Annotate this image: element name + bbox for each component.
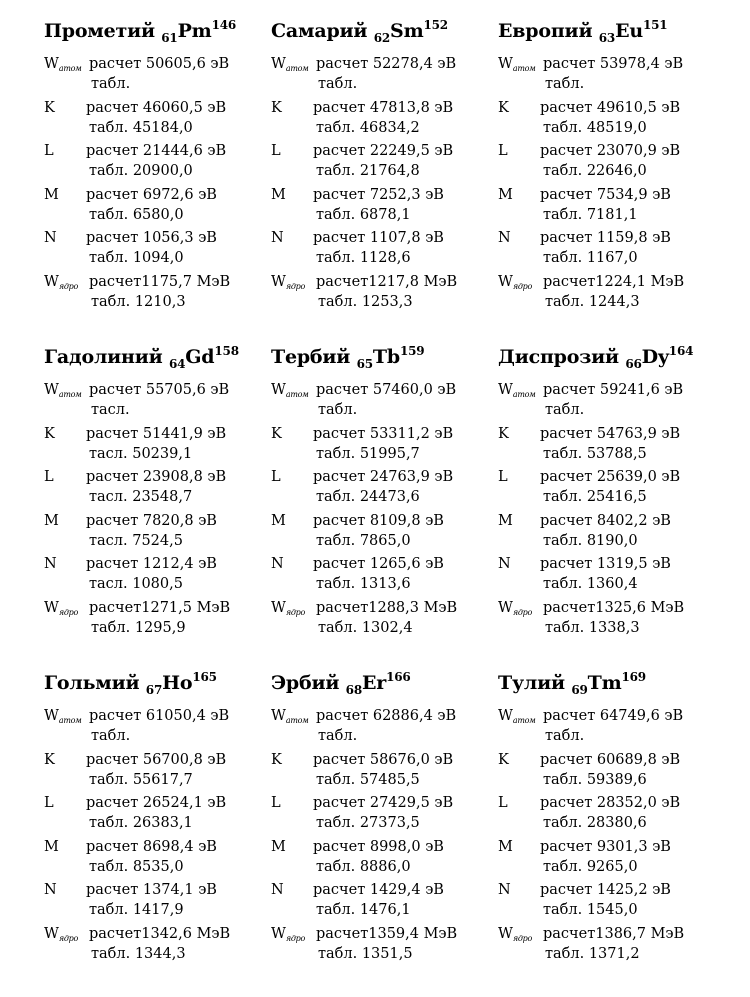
element-name: Прометий (44, 20, 162, 42)
k-shell-row (44, 750, 272, 794)
w-atom-row (271, 706, 499, 750)
row-label-subscript: ядро (512, 281, 533, 291)
table-value: табл. 1371,2 (545, 945, 640, 962)
row-label: N (498, 882, 511, 898)
element-block (44, 666, 272, 967)
calc-value: расчет 56700,8 эВ (86, 751, 227, 768)
element-block (44, 340, 272, 641)
element-symbol: Ho (162, 672, 193, 694)
row-label: K (498, 99, 509, 116)
calc-value: расчет 8109,8 эВ (313, 512, 444, 529)
calc-value: расчет 7534,9 эВ (540, 186, 671, 203)
table-value: табл. (318, 728, 358, 744)
calc-value: расчет 23070,9 эВ (540, 143, 681, 159)
w-atom-row (271, 380, 499, 424)
table-value: табл. 1360,4 (543, 576, 638, 592)
row-label-subscript: ядро (285, 281, 306, 291)
calc-value: расчет 1056,3 эВ (86, 230, 217, 246)
calc-value: расчет 1425,2 эВ (540, 882, 671, 898)
calc-value: расчет 58676,0 эВ (313, 751, 454, 768)
mass-number: 164 (668, 344, 694, 358)
element-block (271, 340, 499, 641)
mass-number: 152 (423, 18, 448, 32)
mass-number: 151 (642, 18, 668, 32)
calc-value: расчет 1212,4 эВ (86, 556, 217, 572)
mass-number: 146 (211, 18, 237, 32)
m-shell-row (271, 185, 499, 229)
atomic-number: 61 (161, 31, 178, 45)
mass-number: 169 (621, 670, 646, 684)
k-shell-row (44, 424, 272, 468)
row-label: N (44, 230, 57, 246)
element-symbol: Dy (641, 346, 669, 368)
k-shell-row (271, 424, 499, 468)
calc-value: расчет 7252,3 эВ (313, 186, 444, 203)
atomic-number: 63 (598, 31, 616, 45)
row-label: L (498, 143, 508, 159)
w-core-row (271, 598, 499, 642)
calc-value: расчет 49610,5 эВ (540, 99, 681, 116)
row-label: $W_{атом}$ (498, 56, 536, 73)
row-label: K (44, 99, 55, 116)
element-symbol: Gd (185, 346, 215, 368)
calc-value: расчет1175,7 МэВ (89, 273, 231, 290)
element-block (271, 14, 499, 315)
table-value: табл. 1094,0 (89, 250, 184, 266)
n-shell-row (44, 880, 272, 924)
row-label: L (498, 795, 508, 811)
calc-value: расчет 28352,0 эВ (540, 795, 681, 811)
w-atom-row (498, 706, 726, 750)
row-label-subscript: атом (58, 64, 82, 73)
k-shell-row (271, 98, 499, 142)
mass-number: 165 (192, 670, 217, 684)
w-atom-row (44, 54, 272, 98)
calc-value: расчет1224,1 МэВ (543, 273, 685, 290)
calc-value: расчет 55705,6 эВ (89, 382, 230, 398)
w-core-row (498, 272, 726, 316)
table-value: тасл. (91, 402, 130, 418)
table-value: табл. 51995,7 (316, 445, 420, 462)
w-core-row (271, 272, 499, 316)
row-label: M (498, 186, 513, 203)
table-value: тасл. 23548,7 (89, 489, 193, 505)
element-symbol: Pm (177, 20, 212, 42)
row-label-subscript: атом (285, 390, 309, 399)
w-atom-row (44, 706, 272, 750)
table-value: табл. 46834,2 (316, 119, 420, 136)
row-label: M (44, 186, 59, 203)
l-shell-row (271, 793, 499, 837)
row-label: N (271, 882, 284, 898)
element-block (498, 14, 726, 315)
w-core-row (498, 924, 726, 968)
table-value: табл. 8190,0 (543, 532, 638, 549)
table-value: табл. 7865,0 (316, 532, 411, 549)
calc-value: расчет 23908,8 эВ (86, 469, 227, 485)
m-shell-row (271, 511, 499, 555)
n-shell-row (271, 228, 499, 272)
m-shell-row (498, 837, 726, 881)
mass-number: 166 (386, 670, 411, 684)
calc-value: расчет 54763,9 эВ (540, 425, 681, 442)
w-core-row (44, 272, 272, 316)
calc-value: расчет 1374,1 эВ (86, 882, 217, 898)
calc-value: расчет1325,6 МэВ (543, 599, 685, 616)
m-shell-row (498, 185, 726, 229)
table-value: табл. 1210,3 (91, 293, 186, 310)
element-name: Тербий (271, 346, 357, 368)
atomic-number: 62 (373, 31, 391, 45)
row-label-subscript: ядро (512, 607, 533, 617)
table-value: табл. 53788,5 (543, 445, 647, 462)
atomic-number: 69 (571, 683, 588, 697)
element-name: Гадолиний (44, 346, 169, 368)
row-label: $W_{атом}$ (44, 708, 82, 725)
row-label: M (498, 512, 513, 529)
calc-value: расчет 8698,4 эВ (86, 838, 217, 855)
calc-value: расчет 25639,0 эВ (540, 469, 681, 485)
table-value: табл. 22646,0 (543, 163, 647, 179)
element-block (271, 666, 499, 967)
l-shell-row (44, 141, 272, 185)
w-atom-row (498, 380, 726, 424)
calc-value: расчет 46060,5 эВ (86, 99, 227, 116)
table-value: табл. 8535,0 (89, 858, 184, 875)
table-value: табл. 1476,1 (316, 902, 411, 918)
row-label: $W_{атом}$ (498, 708, 536, 725)
table-value: табл. 1244,3 (545, 293, 640, 310)
calc-value: расчет 7820,8 эВ (86, 512, 217, 529)
row-label: $W_{ядро}$ (44, 599, 79, 617)
row-label: K (44, 751, 55, 768)
table-value: тасл. 7524,5 (89, 532, 183, 549)
row-label-subscript: атом (512, 390, 536, 399)
calc-value: расчет1359,4 МэВ (316, 925, 458, 942)
table-value: табл. 8886,0 (316, 858, 411, 875)
element-name: Эрбий (271, 672, 346, 694)
element-block (498, 666, 726, 967)
l-shell-row (271, 141, 499, 185)
table-value: табл. 1128,6 (316, 250, 411, 266)
row-label-subscript: ядро (512, 933, 533, 943)
row-label: $W_{ядро}$ (271, 599, 306, 617)
element-symbol: Sm (390, 20, 424, 42)
l-shell-row (498, 141, 726, 185)
element-title (44, 666, 272, 706)
row-label: $W_{атом}$ (271, 56, 309, 73)
mass-number: 158 (214, 344, 239, 358)
n-shell-row (498, 554, 726, 598)
k-shell-row (44, 98, 272, 142)
calc-value: расчет 53978,4 эВ (543, 56, 684, 72)
atomic-number: 68 (345, 683, 362, 697)
table-value: табл. 1351,5 (318, 945, 413, 962)
element-title (271, 340, 499, 380)
row-label: K (271, 99, 282, 116)
l-shell-row (498, 793, 726, 837)
calc-value: расчет 26524,1 эВ (86, 795, 227, 811)
table-value: табл. 7181,1 (543, 206, 638, 223)
table-value: табл. 59389,6 (543, 771, 647, 788)
element-symbol: Er (361, 672, 387, 694)
k-shell-row (498, 424, 726, 468)
row-label: $W_{атом}$ (44, 382, 82, 399)
row-label: $W_{ядро}$ (498, 273, 533, 291)
element-name: Европий (498, 20, 599, 42)
m-shell-row (498, 511, 726, 555)
calc-value: расчет 60689,8 эВ (540, 751, 681, 768)
row-label: K (498, 425, 509, 442)
table-value: табл. (545, 76, 585, 92)
calc-value: расчет1386,7 МэВ (543, 925, 685, 942)
table-value: табл. 48519,0 (543, 119, 647, 136)
row-label-subscript: атом (58, 716, 82, 725)
element-title (498, 340, 726, 380)
m-shell-row (44, 837, 272, 881)
row-label-subscript: атом (285, 716, 309, 725)
row-label: M (271, 838, 286, 855)
table-value: табл. 1313,6 (316, 576, 411, 592)
table-value: табл. 21764,8 (316, 163, 420, 179)
row-label: N (44, 882, 57, 898)
calc-value: расчет 64749,6 эВ (543, 708, 684, 724)
table-value: табл. 1167,0 (543, 250, 638, 266)
calc-value: расчет1288,3 МэВ (316, 599, 458, 616)
k-shell-row (498, 98, 726, 142)
w-core-row (44, 924, 272, 968)
row-label: $W_{ядро}$ (44, 925, 79, 943)
table-value: тасл. 1080,5 (89, 576, 183, 592)
m-shell-row (44, 511, 272, 555)
element-title (498, 666, 726, 706)
row-label-subscript: ядро (285, 933, 306, 943)
atomic-number: 64 (168, 357, 186, 371)
element-symbol: Eu (615, 20, 643, 42)
element-symbol: Tb (372, 346, 400, 368)
calc-value: расчет 22249,5 эВ (313, 143, 454, 159)
calc-value: расчет 6972,6 эВ (86, 186, 217, 203)
calc-value: расчет 62886,4 эВ (316, 708, 457, 724)
k-shell-row (498, 750, 726, 794)
n-shell-row (271, 880, 499, 924)
row-label: M (44, 512, 59, 529)
calc-value: расчет 9301,3 эВ (540, 838, 671, 855)
row-label: K (271, 751, 282, 768)
element-title (271, 14, 499, 54)
row-label: M (271, 512, 286, 529)
table-value: тасл. 50239,1 (89, 445, 193, 462)
n-shell-row (44, 228, 272, 272)
row-label-subscript: атом (512, 64, 536, 73)
table-value: табл. 45184,0 (89, 119, 193, 136)
row-label: N (44, 556, 57, 572)
calc-value: расчет 51441,9 эВ (86, 425, 227, 442)
calc-value: расчет 1159,8 эВ (540, 230, 671, 246)
w-atom-row (44, 380, 272, 424)
table-value: табл. (318, 76, 358, 92)
table-value: табл. (545, 402, 585, 418)
calc-value: расчет1342,6 МэВ (89, 925, 231, 942)
calc-value: расчет 52278,4 эВ (316, 56, 457, 72)
k-shell-row (271, 750, 499, 794)
table-value: табл. 1417,9 (89, 902, 184, 918)
element-block (498, 340, 726, 641)
m-shell-row (271, 837, 499, 881)
element-title (271, 666, 499, 706)
row-label: $W_{ядро}$ (498, 925, 533, 943)
row-label-subscript: ядро (58, 281, 79, 291)
calc-value: расчет1271,5 МэВ (89, 599, 231, 616)
row-label-subscript: ядро (285, 607, 306, 617)
n-shell-row (44, 554, 272, 598)
calc-value: расчет 1319,5 эВ (540, 556, 671, 572)
atomic-number: 67 (145, 683, 163, 697)
table-value: табл. 20900,0 (89, 163, 193, 179)
row-label: M (44, 838, 59, 855)
w-atom-row (271, 54, 499, 98)
w-core-row (498, 598, 726, 642)
atomic-number: 66 (625, 357, 642, 371)
table-value: табл. 1253,3 (318, 293, 413, 310)
table-value: табл. 6580,0 (89, 206, 184, 223)
table-value: табл. (91, 76, 131, 92)
element-name: Тулий (498, 672, 572, 694)
row-label: $W_{ядро}$ (498, 599, 533, 617)
element-block (44, 14, 272, 315)
table-value: табл. 28380,6 (543, 815, 647, 831)
table-value: табл. 25416,5 (543, 489, 647, 505)
table-value: табл. (545, 728, 585, 744)
row-label: L (271, 143, 281, 159)
l-shell-row (44, 467, 272, 511)
calc-value: расчет 8402,2 эВ (540, 512, 671, 529)
calc-value: расчет 47813,8 эВ (313, 99, 454, 116)
row-label: L (44, 795, 54, 811)
element-name: Диспрозий (498, 346, 626, 368)
row-label-subscript: атом (285, 64, 309, 73)
w-atom-row (498, 54, 726, 98)
table-value: табл. (318, 402, 358, 418)
calc-value: расчет 27429,5 эВ (313, 795, 454, 811)
row-label: N (498, 230, 511, 246)
table-value: табл. 1295,9 (91, 619, 186, 636)
row-label-subscript: ядро (58, 933, 79, 943)
w-core-row (271, 924, 499, 968)
element-name: Гольмий (44, 672, 146, 694)
calc-value: расчет 8998,0 эВ (313, 838, 444, 855)
calc-value: расчет 1429,4 эВ (313, 882, 444, 898)
row-label: L (498, 469, 508, 485)
row-label-subscript: атом (58, 390, 82, 399)
row-label: $W_{атом}$ (44, 56, 82, 73)
row-label: $W_{ядро}$ (271, 273, 306, 291)
element-title (498, 14, 726, 54)
element-title (44, 14, 272, 54)
row-label: $W_{ядро}$ (44, 273, 79, 291)
n-shell-row (498, 228, 726, 272)
row-label: L (271, 469, 281, 485)
table-value: табл. 1545,0 (543, 902, 638, 918)
row-label: L (271, 795, 281, 811)
table-value: табл. 1338,3 (545, 619, 640, 636)
element-title (44, 340, 272, 380)
row-label: N (271, 230, 284, 246)
row-label: L (44, 469, 54, 485)
row-label: L (44, 143, 54, 159)
row-label: M (498, 838, 513, 855)
row-label: N (498, 556, 511, 572)
calc-value: расчет 50605,6 эВ (89, 56, 230, 72)
atomic-number: 65 (356, 357, 373, 371)
table-value: табл. 9265,0 (543, 858, 638, 875)
table-value: табл. 55617,7 (89, 771, 193, 788)
calc-value: расчет 53311,2 эВ (313, 425, 454, 442)
l-shell-row (498, 467, 726, 511)
l-shell-row (44, 793, 272, 837)
m-shell-row (44, 185, 272, 229)
row-label: K (271, 425, 282, 442)
l-shell-row (271, 467, 499, 511)
mass-number: 159 (399, 344, 425, 358)
calc-value: расчет 1265,6 эВ (313, 556, 444, 572)
calc-value: расчет 1107,8 эВ (313, 230, 444, 246)
n-shell-row (271, 554, 499, 598)
row-label-subscript: ядро (58, 607, 79, 617)
calc-value: расчет 21444,6 эВ (86, 143, 227, 159)
row-label-subscript: атом (512, 716, 536, 725)
w-core-row (44, 598, 272, 642)
table-value: табл. (91, 728, 131, 744)
element-name: Самарий (271, 20, 374, 42)
table-value: табл. 24473,6 (316, 489, 420, 505)
row-label: $W_{атом}$ (271, 708, 309, 725)
table-value: табл. 27373,5 (316, 815, 420, 831)
table-value: табл. 1302,4 (318, 619, 413, 636)
calc-value: расчет 57460,0 эВ (316, 382, 457, 398)
table-value: табл. 1344,3 (91, 945, 186, 962)
table-value: табл. 6878,1 (316, 206, 411, 223)
calc-value: расчет1217,8 МэВ (316, 273, 458, 290)
table-value: табл. 26383,1 (89, 815, 193, 831)
row-label: $W_{атом}$ (498, 382, 536, 399)
row-label: N (271, 556, 284, 572)
element-symbol: Tm (587, 672, 622, 694)
calc-value: расчет 24763,9 эВ (313, 469, 454, 485)
row-label: K (498, 751, 509, 768)
calc-value: расчет 59241,6 эВ (543, 382, 684, 398)
row-label: K (44, 425, 55, 442)
n-shell-row (498, 880, 726, 924)
row-label: $W_{ядро}$ (271, 925, 306, 943)
calc-value: расчет 61050,4 эВ (89, 708, 230, 724)
row-label: M (271, 186, 286, 203)
table-value: табл. 57485,5 (316, 771, 420, 788)
row-label: $W_{атом}$ (271, 382, 309, 399)
